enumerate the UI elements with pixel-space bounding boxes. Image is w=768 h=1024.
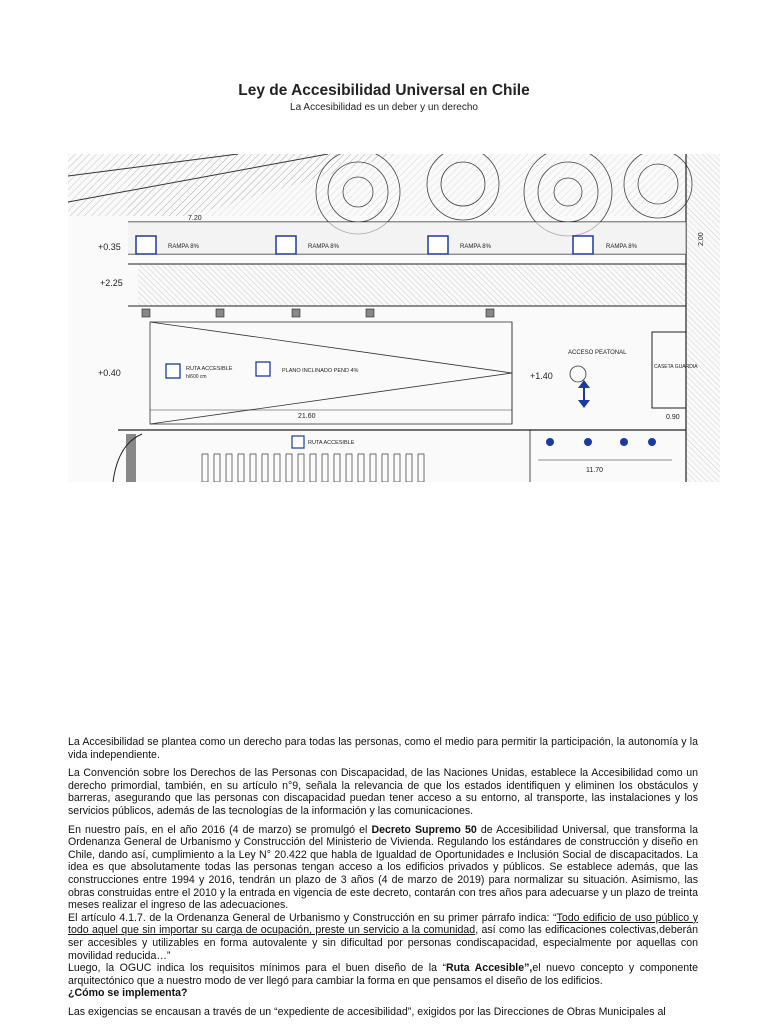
svg-text:7.20: 7.20 xyxy=(188,215,202,222)
svg-text:+0.35: +0.35 xyxy=(98,242,121,252)
top-hatched-strip xyxy=(68,154,688,216)
svg-text:RAMPA 8%: RAMPA 8% xyxy=(460,244,491,250)
lower-parking-section xyxy=(113,430,686,482)
svg-text:+2.25: +2.25 xyxy=(100,278,123,288)
pedestrian-access xyxy=(530,350,627,408)
hatched-band xyxy=(100,264,686,306)
body-text xyxy=(68,736,698,1018)
svg-text:21.60: 21.60 xyxy=(298,413,316,420)
svg-text:+0.40: +0.40 xyxy=(98,368,121,378)
svg-text:CASETA GUARDIA: CASETA GUARDIA xyxy=(654,364,698,370)
section-heading: ¿Cómo se implementa? xyxy=(68,987,188,1000)
svg-text:RUTA ACCESIBLE: RUTA ACCESIBLE xyxy=(308,440,355,446)
paragraph-1: La Accesibilidad se plantea como un derecho para todas las personas, como el medio para permitir la participación, la autonomía y la vida independiente. xyxy=(68,736,698,761)
svg-text:RUTA ACCESIBLE: RUTA ACCESIBLE xyxy=(186,366,233,372)
columns-row xyxy=(142,309,494,317)
ramp-row xyxy=(98,215,705,254)
svg-text:RAMPA 8%: RAMPA 8% xyxy=(168,244,199,250)
svg-text:ACCESO PEATONAL: ACCESO PEATONAL xyxy=(568,350,627,356)
svg-text:RAMPA 8%: RAMPA 8% xyxy=(308,244,339,250)
document-title: Ley de Accesibilidad Universal en Chile xyxy=(238,82,530,99)
paragraph-3: En nuestro país, en el año 2016 (4 de marzo) se promulgó el Decreto Supremo 50 de Accesibilidad Universal, que transforma la Ordenanza General de Urbanismo y Construcción del Ministerio de Vivienda. Regulando los estándares de construcción y diseño en Chile, dando así, cumplimiento a la Ley N° 20.422 que habla de Igualdad de Oportunidades e Inclusión Social de discapacitados. La idea es que absolutamente todas las personas tengan acceso a los edificios privados y públicos. Se establece además, que las construcciones entre 1994 y 2016, tendrán un plazo de 3 años (4 de marzo de 2019) para normalizar su situación. Asimismo, las obras construidas entre el 2010 y la entrada en vigencia de este decreto, contarán con tres años para adecuarse y un plazo de treinta meses realizar el ingreso de las adecuaciones. xyxy=(68,823,698,912)
svg-text:0.90: 0.90 xyxy=(666,414,680,421)
svg-text:2.00: 2.00 xyxy=(698,232,705,246)
paragraph-5: Luego, la OGUC indica los requisitos mínimos para el buen diseño de la “Ruta Accesible”,el nuevo concepto y componente arquitectónico que a nuestro modo de ver llegó para cambiar la forma en que pensamos el diseño de los edificios. xyxy=(68,962,698,987)
paragraph-6: Las exigencias se encausan a través de un “expediente de accesibilidad”, exigidos por las Direcciones de Obras Municipales al xyxy=(68,1005,666,1018)
paragraph-2: La Convención sobre los Derechos de las Personas con Discapacidad, de las Naciones Unidas, establece la Accesibilidad como un derecho primordial, también, en su artículo n°9, señala la relevancia de que los estados identifiquen y eliminen los obstáculos y barreras, asegurando que las personas con discapacidad puedan tener acceso a su entorno, al transporte, las instalaciones y los servicios públicos, además de las tecnologías de la información y las comunicaciones. xyxy=(68,767,698,817)
svg-text:PLANO INCLINADO PEND 4%: PLANO INCLINADO PEND 4% xyxy=(282,368,359,374)
svg-text:RAMPA 8%: RAMPA 8% xyxy=(606,244,637,250)
svg-text:+1.40: +1.40 xyxy=(530,371,553,381)
document-subtitle: La Accesibilidad es un deber y un derecho xyxy=(290,102,478,113)
architectural-plan-image xyxy=(68,154,720,482)
svg-text:11.70: 11.70 xyxy=(586,467,603,474)
right-building-block xyxy=(686,154,720,482)
svg-text:h/600 cm: h/600 cm xyxy=(186,374,207,380)
paragraph-4: El artículo 4.1.7. de la Ordenanza General de Urbanismo y Construcción en su primer párrafo indica: “Todo edificio de uso público y todo aquel que sin importar su carga de ocupación, preste un servicio a la comunidad, así como las edificaciones colectivas,deberán ser accesibles y utilizables en forma autovalente y sin dificultad por personas condiscapacidad, especialmente por aquellas con movilidad reducida…” xyxy=(68,911,698,962)
